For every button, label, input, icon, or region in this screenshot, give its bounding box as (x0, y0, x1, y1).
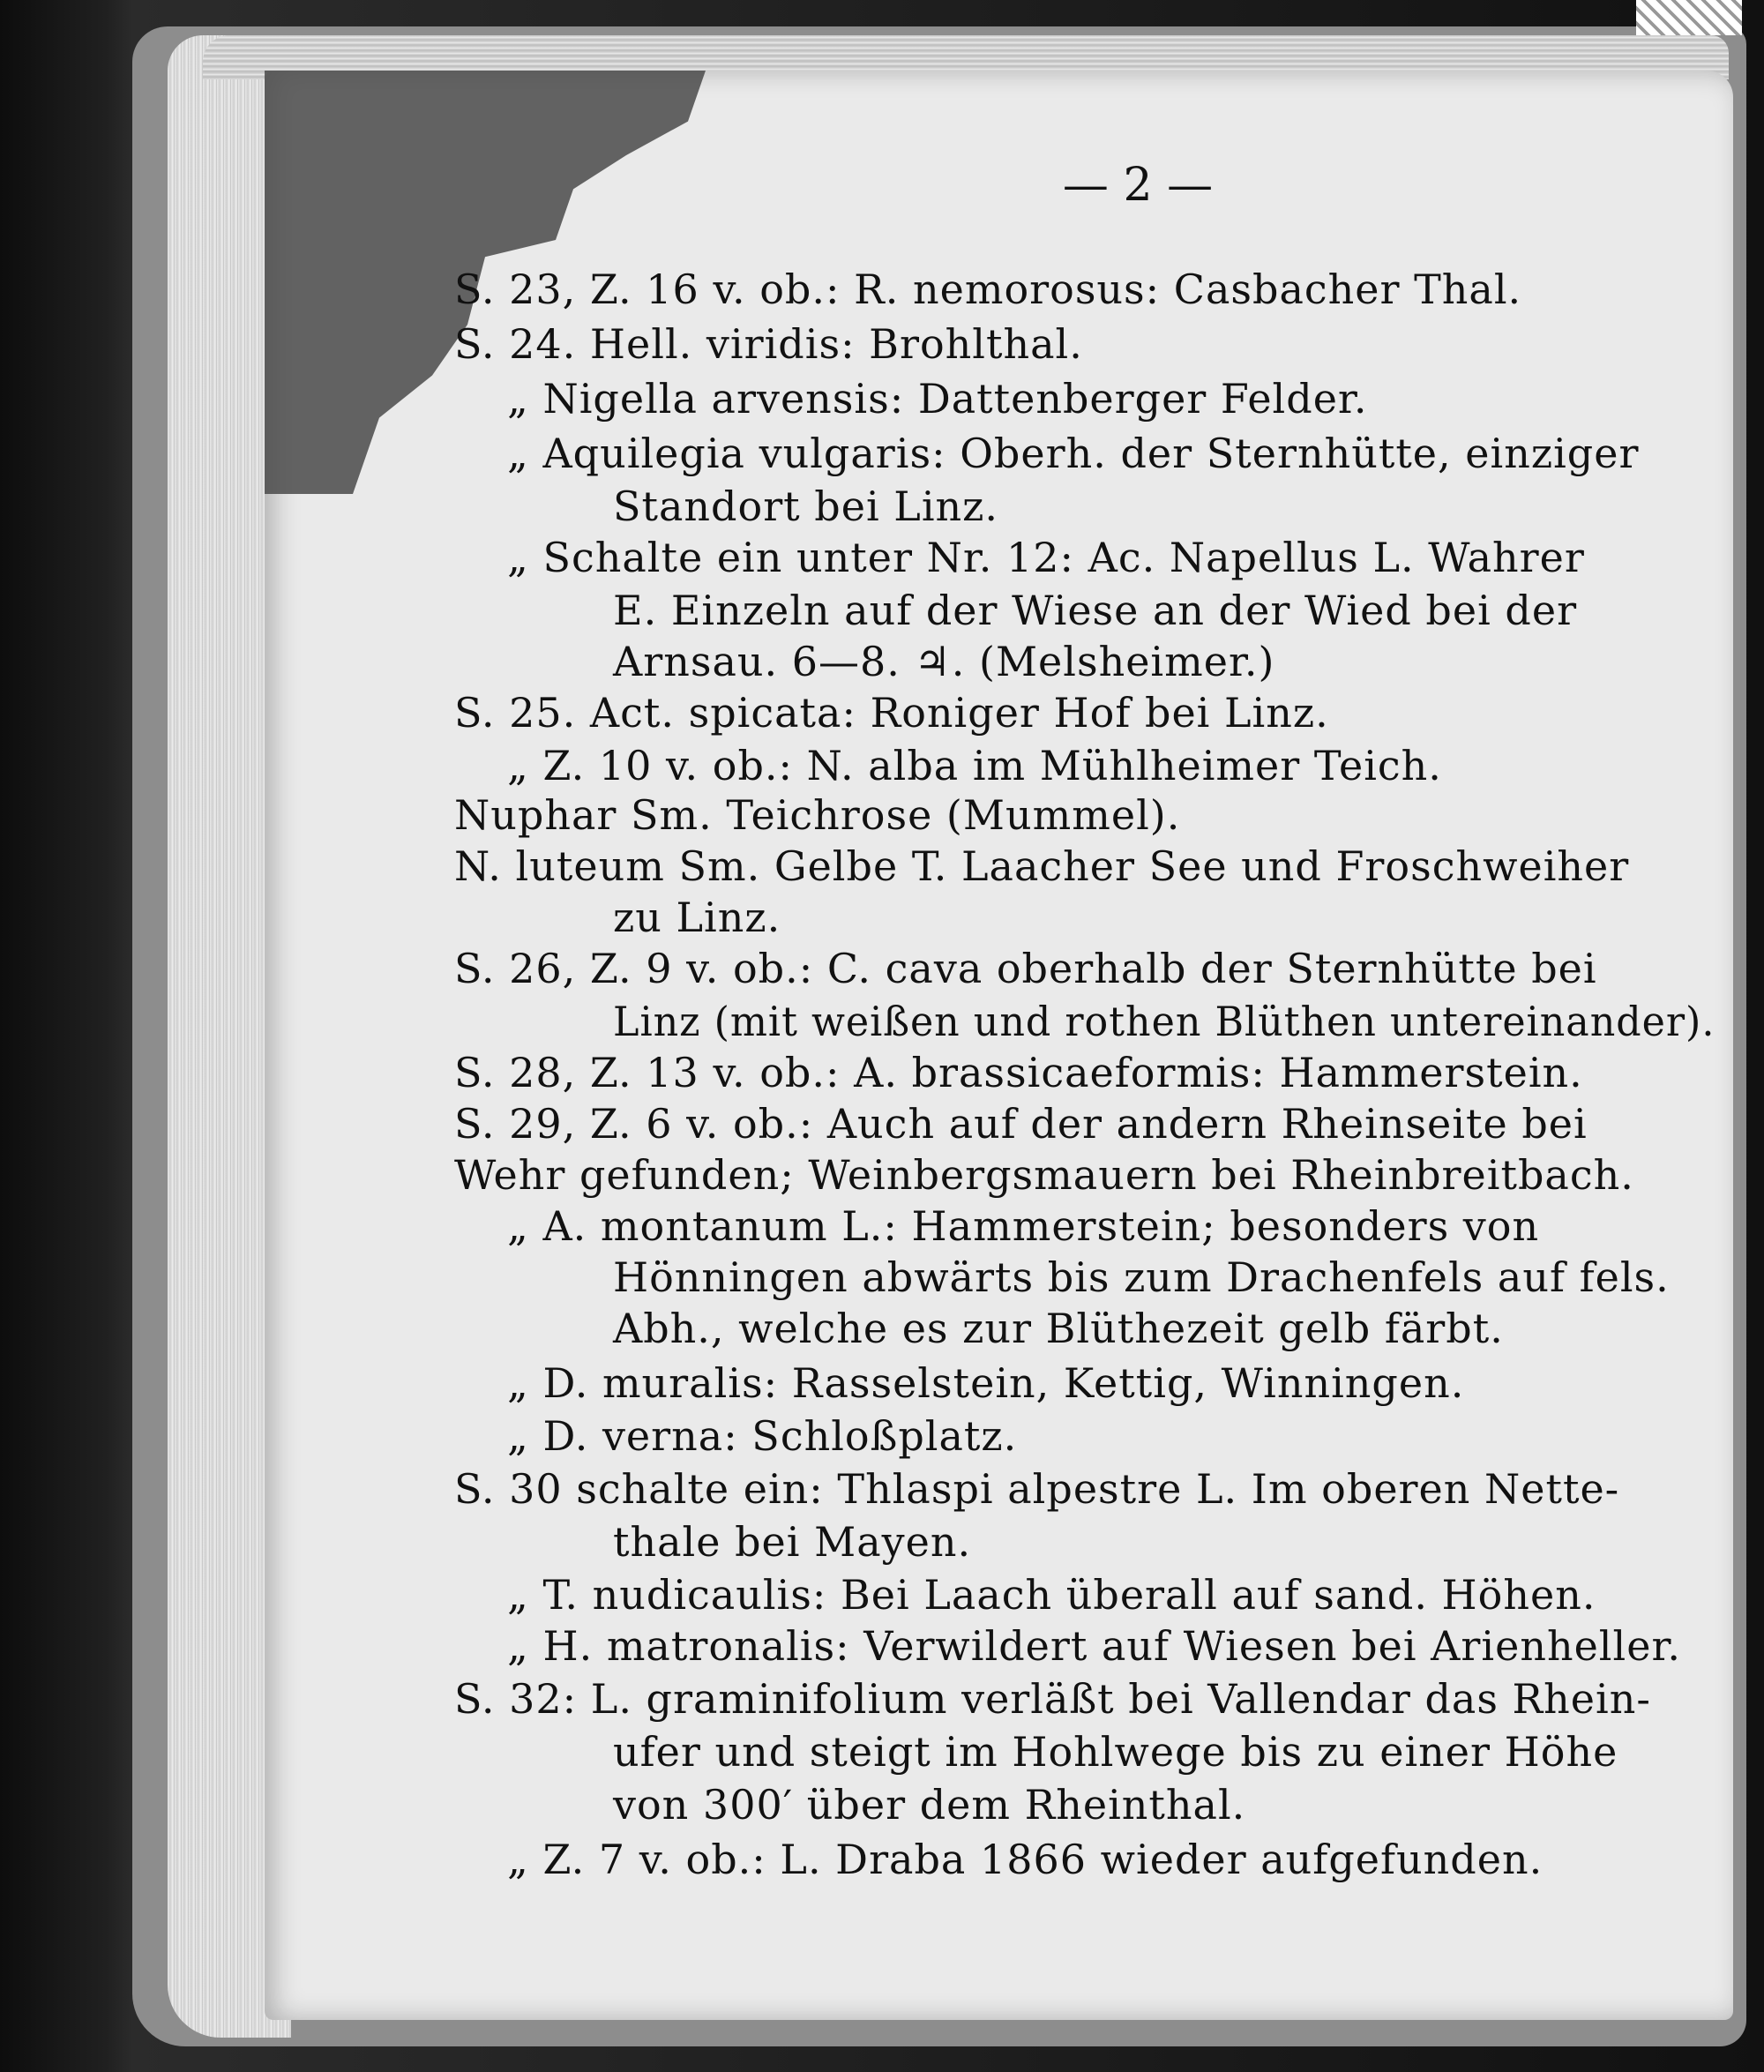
text-line: S. 23, Z. 16 v. ob.: R. nemorosus: Casbacher Thal. (454, 266, 1522, 313)
text-line: S. 32: L. graminifolium verläßt bei Vallendar das Rhein- (454, 1675, 1651, 1723)
text-line: „ T. nudicaulis: Bei Laach überall auf sand. Höhen. (507, 1571, 1596, 1619)
text-line: „ Z. 10 v. ob.: N. alba im Mühlheimer Teich. (507, 742, 1442, 789)
text-line: thale bei Mayen. (613, 1518, 972, 1566)
page-number: — 2 — (1062, 159, 1214, 212)
text-line: „ Nigella arvensis: Dattenberger Felder. (507, 375, 1368, 423)
text-line: Standort bei Linz. (613, 482, 999, 530)
text-line: S. 26, Z. 9 v. ob.: C. cava oberhalb der Sternhütte bei (454, 945, 1597, 992)
text-line: „ Z. 7 v. ob.: L. Draba 1866 wieder aufgefunden. (507, 1836, 1544, 1883)
text-line: Arnsau. 6—8. ♃. (Melsheimer.) (613, 638, 1275, 685)
text-line: Linz (mit weißen und rothen Blüthen untereinander). (613, 998, 1715, 1045)
text-line: „ Schalte ein unter Nr. 12: Ac. Napellus L. Wahrer (507, 534, 1585, 581)
text-line: „ D. verna: Schloßplatz. (507, 1412, 1018, 1460)
text-line: Hönningen abwärts bis zum Drachenfels auf fels. (613, 1253, 1670, 1301)
text-line: von 300′ über dem Rheinthal. (613, 1781, 1246, 1829)
text-line: Wehr gefunden; Weinbergsmauern bei Rheinbreitbach. (454, 1151, 1634, 1199)
text-line: S. 24. Hell. viridis: Brohlthal. (454, 320, 1083, 368)
text-line: zu Linz. (613, 894, 781, 941)
text-line: S. 30 schalte ein: Thlaspi alpestre L. Im oberen Nette- (454, 1465, 1620, 1513)
text-line: „ D. muralis: Rasselstein, Kettig, Winningen. (507, 1359, 1465, 1407)
text-line: N. luteum Sm. Gelbe T. Laacher See und Froschweiher (454, 842, 1630, 890)
text-line: E. Einzeln auf der Wiese an der Wied bei der (613, 587, 1578, 634)
text-line: „ H. matronalis: Verwildert auf Wiesen bei Arienheller. (507, 1622, 1682, 1670)
text-line: „ Aquilegia vulgaris: Oberh. der Sternhütte, einziger (507, 430, 1640, 477)
text-line: S. 28, Z. 13 v. ob.: A. brassicaeformis: Hammerstein. (454, 1049, 1583, 1096)
text-line: S. 25. Act. spicata: Roniger Hof bei Linz. (454, 689, 1329, 737)
text-line: „ A. montanum L.: Hammerstein; besonders von (507, 1202, 1540, 1250)
text-line: Abh., welche es zur Blüthezeit gelb färbt. (613, 1305, 1504, 1352)
text-line: ufer und steigt im Hohlwege bis zu einer Höhe (613, 1728, 1618, 1776)
text-line: Nuphar Sm. Teichrose (Mummel). (454, 791, 1181, 839)
text-line: S. 29, Z. 6 v. ob.: Auch auf der andern Rheinseite bei (454, 1100, 1588, 1148)
